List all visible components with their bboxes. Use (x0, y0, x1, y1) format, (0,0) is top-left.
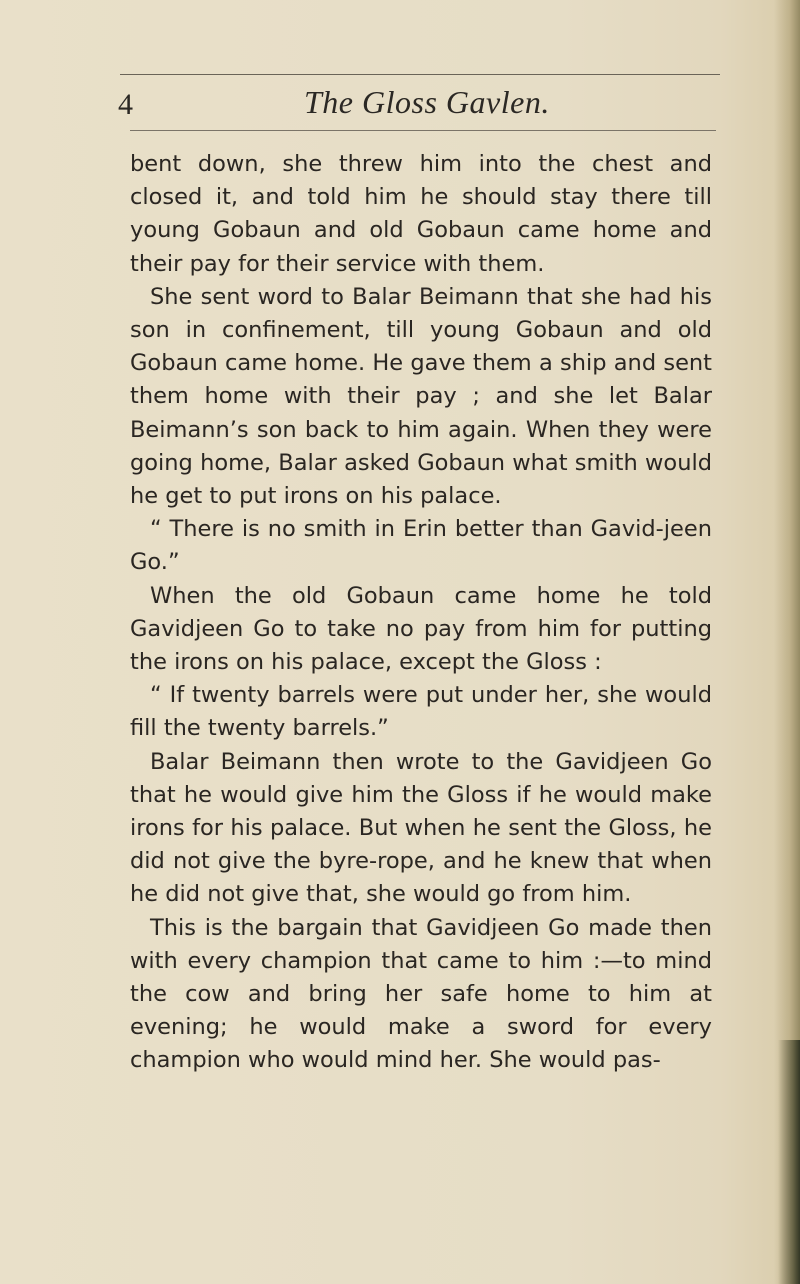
paragraph-quote: “ If twenty barrels were put under her, she would fill the twenty barrels.” (130, 682, 712, 742)
page-edge-dark-corner (778, 1040, 800, 1284)
header-top-rule (120, 74, 720, 75)
paragraph-quote: “ There is no smith in Erin better than Gavid-jeen Go.” (130, 516, 712, 576)
paragraph: When the old Gobaun came home he told Gavidjeen Go to take no pay from him for putting the irons on his palace, except the Gloss : (130, 582, 712, 676)
body-text (130, 148, 712, 1078)
header-bottom-rule (130, 130, 716, 131)
paragraph: This is the bargain that Gavidjeen Go made then with every champion that came to him :—to mind the cow and bring her safe home to him at evening; he would make a sword for every champion who would mind her. She would pas- (130, 914, 712, 1074)
page-number: 4 (118, 88, 133, 121)
paragraph: She sent word to Balar Beimann that she had his son in confinement, till young Gobaun and old Gobaun came home. He gave them a ship and sent them home with their pay ; and she let Balar Beimann’s son back to him again. When they were going home, Balar asked Gobaun what smith would he get to put irons on his palace. (130, 283, 712, 510)
running-head-title: The Gloss Gavlen. (304, 84, 550, 120)
paragraph-continuation: bent down, she threw him into the chest and closed it, and told him he should stay there till young Gobaun and old Gobaun came home and their pay for their service with them. (130, 151, 712, 277)
paragraph: Balar Beimann then wrote to the Gavidjeen Go that he would give him the Gloss if he would make irons for his palace. But when he sent the Gloss, he did not give the byre-rope, and he knew that when he did not give that, she would go from him. (130, 748, 712, 908)
